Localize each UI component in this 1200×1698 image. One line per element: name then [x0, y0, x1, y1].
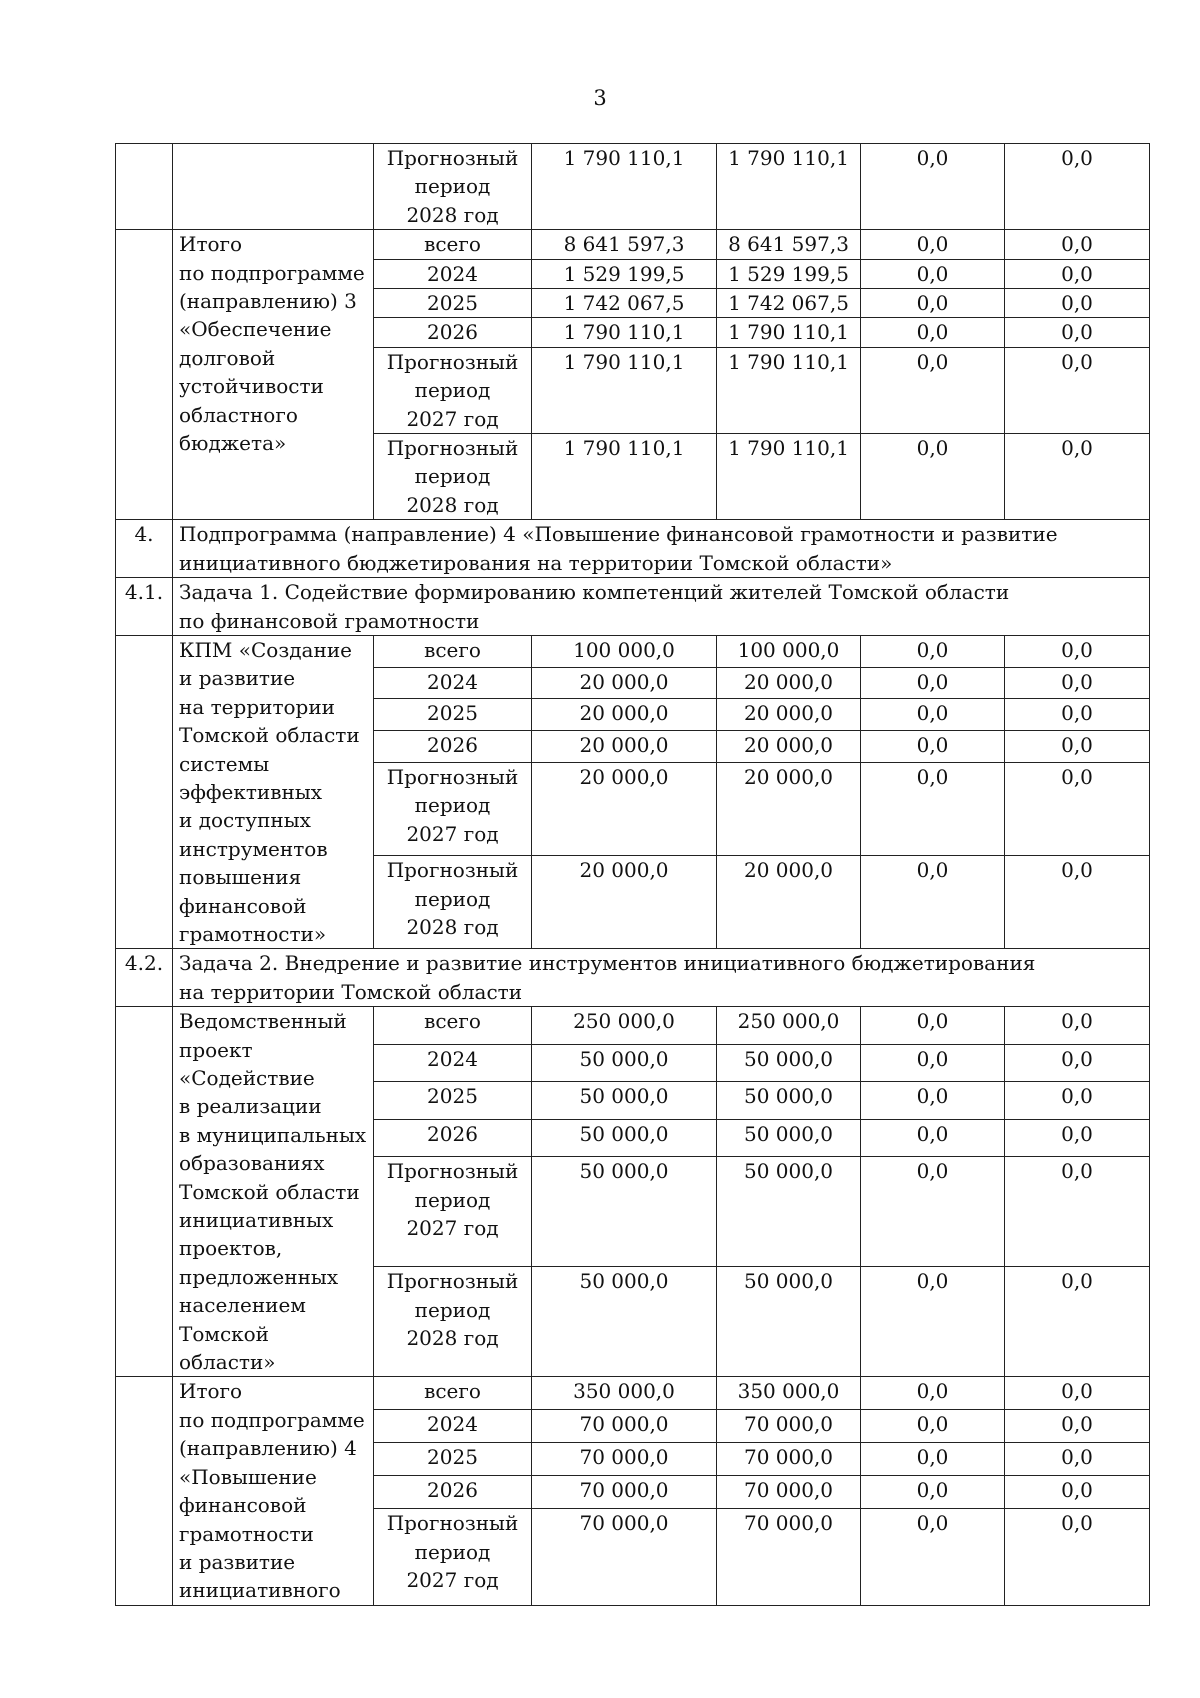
amount-cell: 70 000,0: [717, 1476, 861, 1509]
period-label: Прогнозный период 2027 год: [374, 762, 532, 855]
amount-cell: 20 000,0: [532, 731, 717, 763]
amount-cell: 0,0: [861, 856, 1005, 949]
amount-cell: 50 000,0: [717, 1082, 861, 1120]
period-label: Прогнозный период 2027 год: [374, 1157, 532, 1267]
table-row: [116, 1377, 1150, 1410]
amount-cell: 50 000,0: [717, 1267, 861, 1377]
period-label: всего: [374, 1007, 532, 1045]
amount-cell: 0,0: [861, 1119, 1005, 1157]
amount-cell: 0,0: [1005, 762, 1150, 855]
amount-cell: 0,0: [861, 1082, 1005, 1120]
amount-cell: 50 000,0: [532, 1157, 717, 1267]
period-label: всего: [374, 635, 532, 667]
amount-cell: 0,0: [1005, 1410, 1150, 1443]
program-name: КПМ «Создание и развитие на территории Томской области системы эффективных и доступных инструментов повышения финансовой грамотности»: [173, 635, 374, 948]
amount-cell: 1 790 110,1: [532, 434, 717, 520]
budget-table: [115, 143, 1150, 1606]
amount-cell: 0,0: [1005, 635, 1150, 667]
row-number-cell: [116, 230, 173, 520]
amount-cell: 1 790 110,1: [717, 347, 861, 433]
period-label: 2026: [374, 1476, 532, 1509]
amount-cell: 20 000,0: [532, 699, 717, 731]
amount-cell: 70 000,0: [532, 1476, 717, 1509]
amount-cell: 0,0: [1005, 1377, 1150, 1410]
period-label: 2026: [374, 1119, 532, 1157]
amount-cell: 8 641 597,3: [532, 230, 717, 259]
amount-cell: 0,0: [1005, 1509, 1150, 1606]
amount-cell: 50 000,0: [717, 1157, 861, 1267]
amount-cell: 20 000,0: [717, 699, 861, 731]
amount-cell: 0,0: [1005, 1044, 1150, 1082]
period-label: 2024: [374, 1410, 532, 1443]
amount-cell: 0,0: [1005, 1082, 1150, 1120]
amount-cell: 0,0: [861, 347, 1005, 433]
amount-cell: 0,0: [1005, 230, 1150, 259]
amount-cell: 0,0: [861, 1007, 1005, 1045]
period-label: 2025: [374, 289, 532, 318]
amount-cell: 1 742 067,5: [532, 289, 717, 318]
period-label: 2024: [374, 667, 532, 699]
amount-cell: 20 000,0: [532, 667, 717, 699]
section-number: 4.: [116, 520, 173, 578]
amount-cell: 0,0: [861, 699, 1005, 731]
amount-cell: 70 000,0: [532, 1443, 717, 1476]
period-label: 2025: [374, 1082, 532, 1120]
amount-cell: 0,0: [1005, 667, 1150, 699]
amount-cell: 0,0: [861, 144, 1005, 230]
amount-cell: 50 000,0: [532, 1044, 717, 1082]
page-number: 3: [593, 86, 607, 110]
amount-cell: 0,0: [861, 762, 1005, 855]
amount-cell: 0,0: [1005, 1119, 1150, 1157]
table-row: [116, 230, 1150, 259]
amount-cell: 20 000,0: [717, 667, 861, 699]
table-row: [116, 144, 1150, 230]
amount-cell: 0,0: [861, 434, 1005, 520]
amount-cell: 8 641 597,3: [717, 230, 861, 259]
amount-cell: 0,0: [861, 1044, 1005, 1082]
amount-cell: 1 790 110,1: [717, 318, 861, 347]
amount-cell: 350 000,0: [532, 1377, 717, 1410]
table-row: [116, 1007, 1150, 1045]
amount-cell: 0,0: [861, 289, 1005, 318]
table-row: [116, 635, 1150, 667]
period-label: 2024: [374, 259, 532, 288]
period-label: всего: [374, 1377, 532, 1410]
amount-cell: 20 000,0: [717, 762, 861, 855]
amount-cell: 20 000,0: [717, 856, 861, 949]
amount-cell: 0,0: [1005, 731, 1150, 763]
section-number: 4.1.: [116, 578, 173, 636]
amount-cell: 350 000,0: [717, 1377, 861, 1410]
amount-cell: 0,0: [1005, 856, 1150, 949]
section-title: Задача 2. Внедрение и развитие инструментов инициативного бюджетирования на территории Томской области: [173, 949, 1150, 1007]
amount-cell: 0,0: [861, 1157, 1005, 1267]
amount-cell: 0,0: [1005, 318, 1150, 347]
section-title: Задача 1. Содействие формированию компетенций жителей Томской области по финансовой грамотности: [173, 578, 1150, 636]
period-label: Прогнозный период 2027 год: [374, 347, 532, 433]
period-label: 2026: [374, 318, 532, 347]
amount-cell: 70 000,0: [532, 1509, 717, 1606]
amount-cell: 1 790 110,1: [717, 144, 861, 230]
row-number-cell: [116, 144, 173, 230]
period-label: 2026: [374, 731, 532, 763]
amount-cell: 0,0: [861, 1267, 1005, 1377]
amount-cell: 70 000,0: [532, 1410, 717, 1443]
amount-cell: 0,0: [861, 1476, 1005, 1509]
amount-cell: 0,0: [861, 1443, 1005, 1476]
amount-cell: 0,0: [861, 731, 1005, 763]
amount-cell: 0,0: [1005, 1267, 1150, 1377]
amount-cell: 100 000,0: [717, 635, 861, 667]
amount-cell: 0,0: [1005, 1476, 1150, 1509]
period-label: Прогнозный период 2028 год: [374, 434, 532, 520]
amount-cell: 0,0: [861, 1509, 1005, 1606]
section-title: Подпрограмма (направление) 4 «Повышение финансовой грамотности и развитие инициативного бюджетирования на территории Томской области»: [173, 520, 1150, 578]
period-label: Прогнозный период 2028 год: [374, 856, 532, 949]
section-row: [116, 949, 1150, 1007]
program-name: Итого по подпрограмме (направлению) 4 «Повышение финансовой грамотности и развитие инициативного: [173, 1377, 374, 1605]
amount-cell: 50 000,0: [717, 1044, 861, 1082]
amount-cell: 50 000,0: [532, 1119, 717, 1157]
row-number-cell: [116, 1377, 173, 1605]
period-label: 2025: [374, 699, 532, 731]
amount-cell: 1 790 110,1: [532, 318, 717, 347]
row-number-cell: [116, 1007, 173, 1377]
amount-cell: 70 000,0: [717, 1410, 861, 1443]
amount-cell: 0,0: [861, 259, 1005, 288]
amount-cell: 0,0: [1005, 1157, 1150, 1267]
amount-cell: 0,0: [861, 1377, 1005, 1410]
period-label: всего: [374, 230, 532, 259]
amount-cell: 0,0: [1005, 347, 1150, 433]
amount-cell: 0,0: [1005, 1443, 1150, 1476]
amount-cell: 0,0: [861, 635, 1005, 667]
amount-cell: 50 000,0: [532, 1082, 717, 1120]
period-label: Прогнозный период 2028 год: [374, 144, 532, 230]
amount-cell: 0,0: [861, 230, 1005, 259]
amount-cell: 1 529 199,5: [717, 259, 861, 288]
amount-cell: 1 790 110,1: [532, 144, 717, 230]
section-row: [116, 520, 1150, 578]
period-label: 2024: [374, 1044, 532, 1082]
amount-cell: 50 000,0: [717, 1119, 861, 1157]
program-name: Ведомственный проект «Содействие в реализации в муниципальных образованиях Томской области инициативных проектов, предложенных населением Томской области»: [173, 1007, 374, 1377]
amount-cell: 0,0: [1005, 144, 1150, 230]
amount-cell: 0,0: [1005, 289, 1150, 318]
amount-cell: 1 742 067,5: [717, 289, 861, 318]
amount-cell: 0,0: [861, 667, 1005, 699]
amount-cell: 70 000,0: [717, 1443, 861, 1476]
period-label: Прогнозный период 2028 год: [374, 1267, 532, 1377]
period-label: 2025: [374, 1443, 532, 1476]
row-number-cell: [116, 635, 173, 948]
amount-cell: 0,0: [1005, 699, 1150, 731]
amount-cell: 100 000,0: [532, 635, 717, 667]
section-number: 4.2.: [116, 949, 173, 1007]
amount-cell: 20 000,0: [532, 762, 717, 855]
amount-cell: 250 000,0: [532, 1007, 717, 1045]
row-name-cell: [173, 144, 374, 230]
amount-cell: 50 000,0: [532, 1267, 717, 1377]
period-label: Прогнозный период 2027 год: [374, 1509, 532, 1606]
amount-cell: 0,0: [861, 318, 1005, 347]
amount-cell: 1 529 199,5: [532, 259, 717, 288]
amount-cell: 1 790 110,1: [717, 434, 861, 520]
amount-cell: 20 000,0: [532, 856, 717, 949]
amount-cell: 0,0: [1005, 1007, 1150, 1045]
amount-cell: 250 000,0: [717, 1007, 861, 1045]
amount-cell: 0,0: [1005, 434, 1150, 520]
amount-cell: 0,0: [861, 1410, 1005, 1443]
section-row: [116, 578, 1150, 636]
amount-cell: 20 000,0: [717, 731, 861, 763]
amount-cell: 1 790 110,1: [532, 347, 717, 433]
amount-cell: 0,0: [1005, 259, 1150, 288]
amount-cell: 70 000,0: [717, 1509, 861, 1606]
program-name: Итого по подпрограмме (направлению) 3 «Обеспечение долговой устойчивости областного бюджета»: [173, 230, 374, 520]
